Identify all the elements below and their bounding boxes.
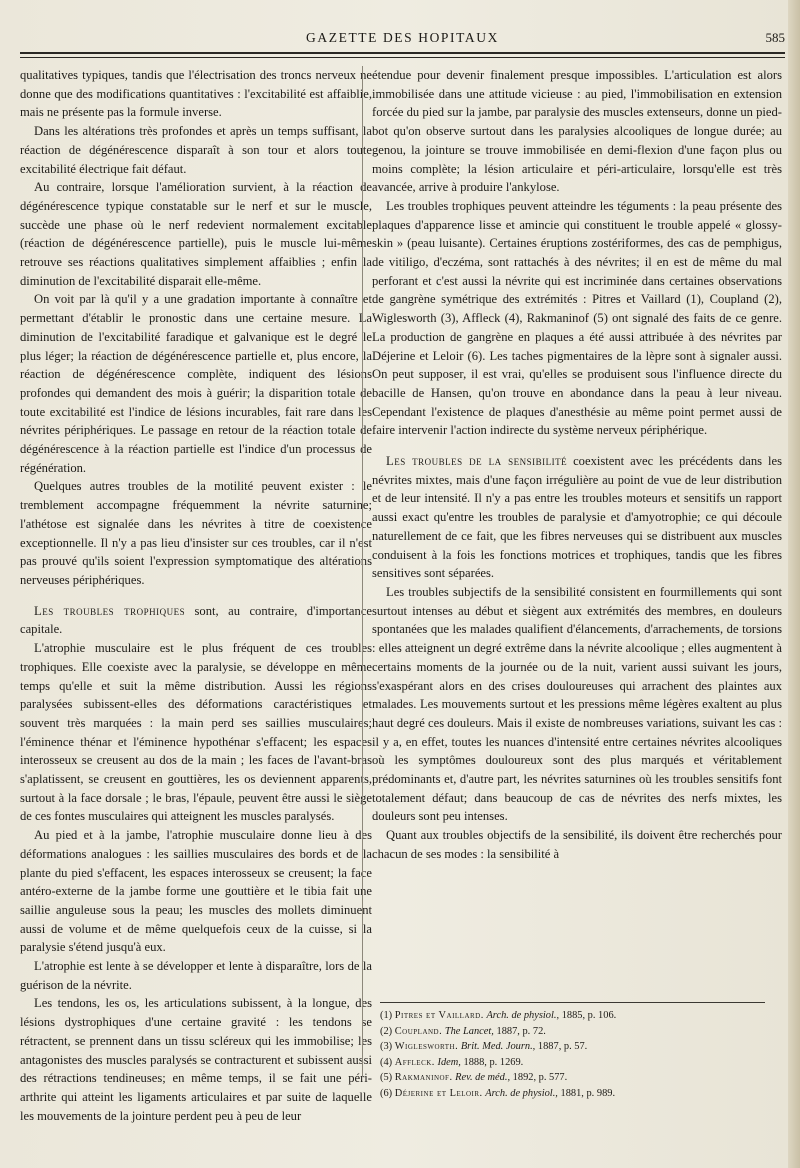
paragraph: Les troubles subjectifs de la sensibilité consistent en fourmillements qui sont surtout intenses au début et siègent aux extrémités des membres, en douleurs spontanées que les malades qualifient d'élancements, d'arrachements, de torsions : elles atteignent un degré extrême dans la névrite alcoolique ; elles augmentent à certains moments de la journée ou de la nuit, varient aussi suivant les jours, s'exaspérant alors en des crises douloureuses qui arrachent des plaintes aux malades. Les mouvements surtout et les pressions même légères exaltent au plus haut degré ces douleurs. Mais il existe de nombreuses variations, suivant les cas : il y a, en effet, toutes les nuances d'intensité entre certaines névrites alcooliques où les symptômes douloureux sont des plus marqués et véritablement prédominants et, d'autre part, les névrites saturnines où les troubles sensitifs font totalement défaut; dans beaucoup de cas de névrites des nerfs mixtes, les douleurs sont peu intenses. bbox=[372, 584, 782, 824]
journal-title: GAZETTE DES HOPITAUX bbox=[306, 30, 499, 45]
paragraph: Quant aux troubles objectifs de la sensibilité, ils doivent être recherchés pour chacun de ses modes : la sensibilité à bbox=[372, 828, 782, 861]
paragraph: L'atrophie est lente à se développer et lente à disparaître, lors de la guérison de la névrite. bbox=[20, 959, 372, 992]
footnote: (4) Affleck. Idem, 1888, p. 1269. bbox=[380, 1056, 524, 1068]
section-lead-rest: sont, au contraire, d'importance capitale. bbox=[20, 603, 373, 637]
page-edge bbox=[788, 0, 800, 1168]
page-header bbox=[20, 28, 785, 50]
section-lead-rest: coexistent avec les précédents dans les névrites mixtes, mais d'une façon irrégulière au point de vue de leur distribution et de leur intensité. Il n'y a pas entre les troubles moteurs et sensitifs un rapport aussi exact qu'entre les troubles de paralysie et d'amyotrophie; ce qui découle naturellement de ce fait, que les fibres nerveuses qui se distribuent aux muscles conduisent à la fois les fonctions motrices et trophiques, tandis que les fibres sensitives sont séparées. bbox=[372, 454, 783, 581]
paragraph: Les troubles trophiques peuvent atteindre les téguments : la peau présente des plaques d'apparence lisse et amincie qui constituent le trouble appelé « glossy-skin » (peau luisante). Certaines éruptions zostériformes, des cas de pemphigus, de vitiligo, d'eczéma, sont rattachés à des névrites; il en est de même du mal perforant et c'est aussi la névrite qui est incriminée dans certaines observations de gangrène symétrique des extrémités : Pitres et Vaillard (1), Coupland (2), Wiglesworth (3), Affleck (4), Rakmaninof (5) ont signalé des faits de ce genre. La production de gangrène en plaques a été aussi attribuée à des névrites par Déjerine et Leloir (6). Les taches pigmentaires de la lèpre sont à signaler aussi. On peut supposer, il est vrai, qu'elles se produisent sous l'influence directe du bacille de Hansen, qu'on trouve en abondance dans la peau à leur niveau. Cependant l'existence de plaques d'anesthésie au même point permet aussi de faire intervenir l'action indirecte du système nerveux périphérique. bbox=[372, 198, 782, 438]
header-rule-thin bbox=[20, 57, 785, 58]
paragraph: qualitatives typiques, tandis que l'électrisation des troncs nerveux ne donne que des modifications quantitatives : l'excitabilité est affaiblie, mais ne présente pas la formule inverse. bbox=[20, 68, 372, 120]
paragraph: étendue pour devenir finalement presque impossibles. L'articulation est alors immobilisée dans une attitude vicieuse : au pied, l'immobilisation en extension forcée du pied sur la jambe, par paralysie des muscles extenseurs, donne un pied-bot qu'on observe surtout dans les paralysies alcooliques de longue durée; au genou, la jointure se trouve immobilisée en demi-flexion d'une façon plus ou moins complète; la lésion articulaire et péri-articulaire, lorsqu'elle est très avancée, arrive à produire l'ankylose. bbox=[372, 68, 782, 195]
footnote: (5) Rakmaninof. Rev. de méd., 1892, p. 577. bbox=[380, 1072, 568, 1084]
section-lead: Les troubles trophiques bbox=[34, 603, 186, 618]
section-intro-trophic bbox=[20, 602, 372, 639]
paragraph: Quelques autres troubles de la motilité peuvent exister : le tremblement accompagne fréquemment la névrite saturnine; l'athétose est signalée dans les névrites à titre de coexistence exceptionnelle. Il n'y a pas lieu d'insister sur ces troubles, car il n'est pas prouvé qu'ils soient l'expression symptomatique des altérations nerveuses périphériques. bbox=[20, 479, 372, 587]
header-rule-thick bbox=[20, 52, 785, 54]
footnotes bbox=[380, 1008, 770, 1102]
footnote: (3) Wiglesworth. Brit. Med. Journ., 1887, p. 57. bbox=[380, 1041, 588, 1053]
section-intro-sensibility bbox=[372, 452, 782, 583]
footnote: (2) Coupland. The Lancet, 1887, p. 72. bbox=[380, 1025, 546, 1037]
right-column bbox=[372, 66, 782, 864]
footnote: (6) Déjerine et Leloir. Arch. de physiol., 1881, p. 989. bbox=[380, 1087, 616, 1099]
paragraph: Au contraire, lorsque l'amélioration survient, à la réaction de dégénérescence typique constatable sur le nerf et sur le muscle, succède une phase où le nerf redevient normalement excitable (réaction de dégénérescence partielle), puis le muscle lui-même retrouve ses réactions qualitatives simplement affaiblies ; enfin la diminution de l'excitabilité disparait elle-même. bbox=[20, 180, 372, 288]
page-number: 585 bbox=[765, 30, 785, 45]
left-column bbox=[20, 66, 372, 1125]
paragraph: On voit par là qu'il y a une gradation importante à connaître et permettant d'établir le pronostic dans une certaine mesure. La diminution de l'excitabilité faradique et galvanique est le degré le plus léger; la réaction de dégénérescence partielle et, plus encore, la réaction de dégénérescence complète, indiquent des lésions profondes qui demandent des mois à guérir; la disparition totale de toute excitabilité est l'indice de lésions incurables, fait rare dans les névrites périphériques. Le passage en retour de la réaction totale de dégénérescence à la réaction partielle est l'indice d'un processus de régénération. bbox=[20, 292, 372, 475]
footnote: (1) Pitres et Vaillard. Arch. de physiol., 1885, p. 106. bbox=[380, 1010, 617, 1021]
section-lead: Les troubles de la sensibilité bbox=[386, 454, 568, 469]
paragraph: Les tendons, les os, les articulations subissent, à la longue, des lésions dystrophiques d'une certaine gravité : les tendons se rétractent, se prennent dans un tissu scléreux qui les immobilise; les antagonistes des muscles paralysés se contracturent et subissent aussi des rétractions tendineuses; en même temps, il se fait une péri-arthrite qui atteint les ligaments articulaires et par suite de laquelle les mouvements de la jointure perdent peu à peu de leur bbox=[20, 996, 372, 1123]
paragraph: Au pied et à la jambe, l'atrophie musculaire donne lieu à des déformations analogues : les saillies musculaires des bords et de la plante du pied s'effacent, les espaces interosseux se creusent; la face antéro-externe de la jambe forme une gouttière et le tibia fait une saillie anguleuse sous la peau; les muscles des mollets diminuent aussi de volume et de même quelquefois ceux de la cuisse, si la paralysie s'étend jusqu'à eux. bbox=[20, 828, 372, 955]
paragraph: Dans les altérations très profondes et après un temps suffisant, la réaction de dégénérescence disparaît à son tour et alors toute excitabilité électrique fait défaut. bbox=[20, 124, 372, 176]
footnotes-rule bbox=[380, 1002, 765, 1003]
paragraph: L'atrophie musculaire est le plus fréquent de ces troubles trophiques. Elle coexiste avec la paralysie, se développe en même temps qu'elle et suit la même distribution. Aussi les régions paralysées subissent-elles des déformations caractéristiques et souvent très marquées : la main perd ses saillies musculaires; l'éminence thénar et l'éminence hypothénar s'effacent; les espaces interosseux se creusent au dos de la main ; les faces de l'avant-bras s'aplatissent, se creusent en gouttières, les os deviennent apparents, surtout à la face dorsale ; le bras, l'épaule, peuvent être aussi le siège de ces fontes musculaires qui atteignent les muscles paralysés. bbox=[20, 641, 372, 824]
column-divider bbox=[362, 66, 363, 1076]
